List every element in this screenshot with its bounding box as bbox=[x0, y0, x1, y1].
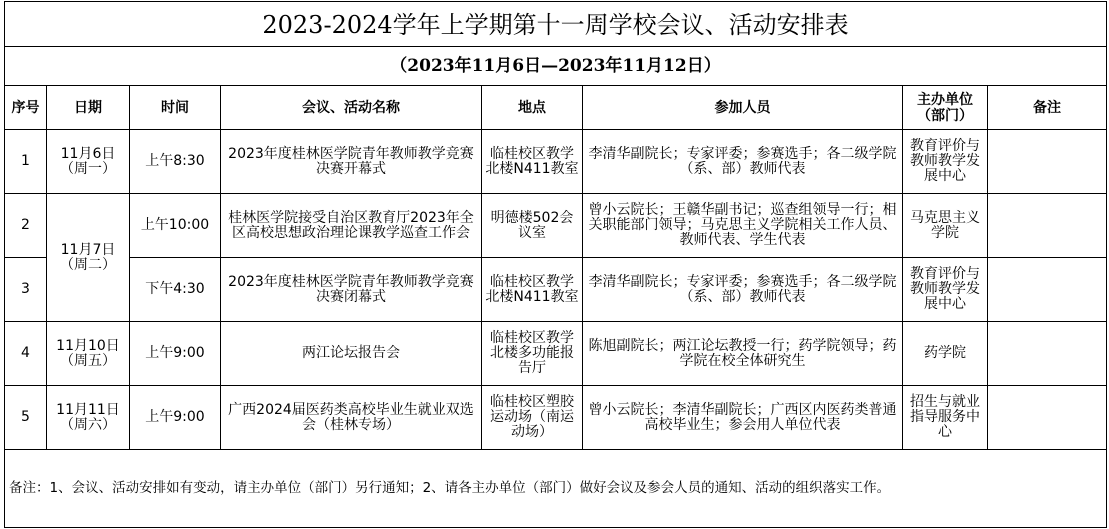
header-location: 地点 bbox=[482, 86, 583, 130]
row-name: 广西2024届医药类高校毕业生就业双选会（桂林专场） bbox=[221, 386, 482, 450]
row-index: 4 bbox=[5, 322, 47, 386]
row-remarks bbox=[988, 130, 1107, 194]
row-name: 2023年度桂林医学院青年教师教学竞赛决赛开幕式 bbox=[221, 130, 482, 194]
row-participants: 李清华副院长；专家评委；参赛选手；各二级学院（系、部）教师代表 bbox=[583, 130, 903, 194]
row-date: 11月6日（周一） bbox=[47, 130, 130, 194]
row-index: 3 bbox=[5, 258, 47, 322]
row-time: 下午4:30 bbox=[130, 258, 221, 322]
header-remarks: 备注 bbox=[988, 86, 1107, 130]
row-remarks bbox=[988, 386, 1107, 450]
header-date: 日期 bbox=[47, 86, 130, 130]
row-organizer: 马克思主义学院 bbox=[903, 194, 988, 258]
header-participants: 参加人员 bbox=[583, 86, 903, 130]
row-location: 临桂校区教学北楼多功能报告厅 bbox=[482, 322, 583, 386]
row-time: 上午8:30 bbox=[130, 130, 221, 194]
footnote: 备注：1、会议、活动安排如有变动，请主办单位（部门）另行通知；2、请各主办单位（部门）做好会议及参会人员的通知、活动的组织落实工作。 bbox=[5, 450, 1107, 528]
row-organizer: 教育评价与教师教学发展中心 bbox=[903, 130, 988, 194]
table-row bbox=[5, 322, 1107, 386]
table-row bbox=[5, 194, 1107, 258]
row-time: 上午10:00 bbox=[130, 194, 221, 258]
page-title: 2023-2024学年上学期第十一周学校会议、活动安排表 bbox=[5, 2, 1107, 47]
row-time: 上午9:00 bbox=[130, 322, 221, 386]
row-index: 1 bbox=[5, 130, 47, 194]
schedule-table bbox=[4, 1, 1107, 528]
row-organizer: 招生与就业指导服务中心 bbox=[903, 386, 988, 450]
row-remarks bbox=[988, 194, 1107, 258]
row-location: 明德楼502会议室 bbox=[482, 194, 583, 258]
row-date: 11月11日（周六） bbox=[47, 386, 130, 450]
table-row bbox=[5, 258, 1107, 322]
table-row bbox=[5, 130, 1107, 194]
row-location: 临桂校区教学北楼N411教室 bbox=[482, 258, 583, 322]
row-participants: 李清华副院长；专家评委；参赛选手；各二级学院（系、部）教师代表 bbox=[583, 258, 903, 322]
row-remarks bbox=[988, 322, 1107, 386]
row-remarks bbox=[988, 258, 1107, 322]
row-organizer: 药学院 bbox=[903, 322, 988, 386]
header-organizer: 主办单位（部门） bbox=[903, 86, 988, 130]
row-organizer: 教育评价与教师教学发展中心 bbox=[903, 258, 988, 322]
row-date: 11月10日（周五） bbox=[47, 322, 130, 386]
row-participants: 曾小云院长；王赣华副书记；巡查组领导一行；相关职能部门领导；马克思主义学院相关工作人员、教师代表、学生代表 bbox=[583, 194, 903, 258]
header-time: 时间 bbox=[130, 86, 221, 130]
table-row bbox=[5, 386, 1107, 450]
row-participants: 曾小云院长；李清华副院长；广西区内医药类普通高校毕业生；参会用人单位代表 bbox=[583, 386, 903, 450]
row-index: 5 bbox=[5, 386, 47, 450]
row-location: 临桂校区教学北楼N411教室 bbox=[482, 130, 583, 194]
header-name: 会议、活动名称 bbox=[221, 86, 482, 130]
row-index: 2 bbox=[5, 194, 47, 258]
row-name: 桂林医学院接受自治区教育厅2023年全区高校思想政治理论课教学巡查工作会 bbox=[221, 194, 482, 258]
date-range-subtitle: （2023年11月6日—2023年11月12日） bbox=[5, 47, 1107, 86]
row-date: 11月7日（周二） bbox=[47, 194, 130, 322]
row-location: 临桂校区塑胶运动场（南运动场） bbox=[482, 386, 583, 450]
row-time: 上午9:00 bbox=[130, 386, 221, 450]
row-participants: 陈旭副院长；两江论坛教授一行；药学院领导；药学院在校全体研究生 bbox=[583, 322, 903, 386]
row-name: 两江论坛报告会 bbox=[221, 322, 482, 386]
row-name: 2023年度桂林医学院青年教师教学竞赛决赛闭幕式 bbox=[221, 258, 482, 322]
header-index: 序号 bbox=[5, 86, 47, 130]
